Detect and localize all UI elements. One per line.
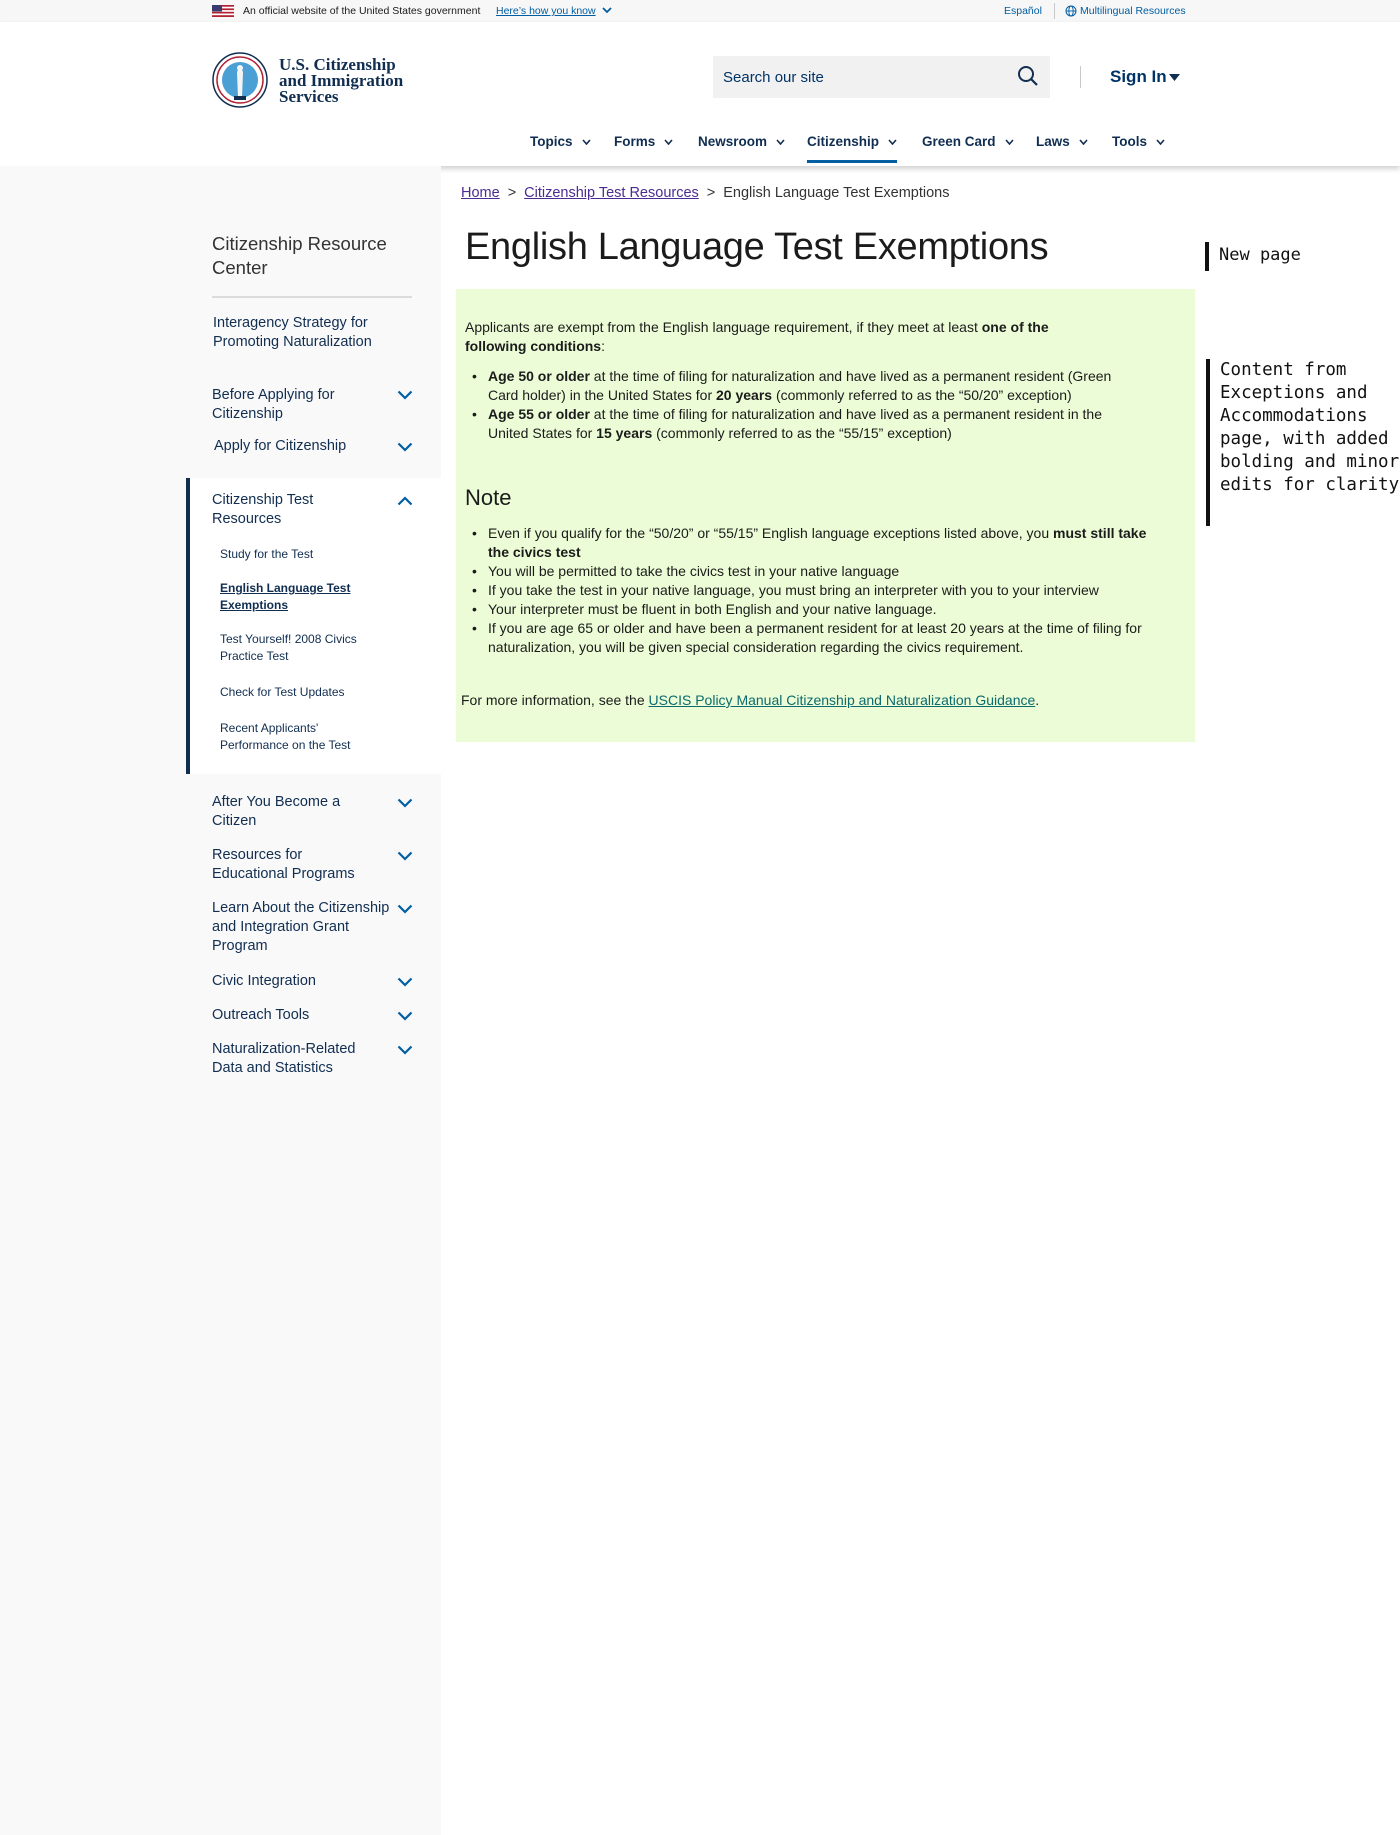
sidebar-item-apply[interactable]: Apply for Citizenship	[214, 438, 347, 454]
chevron-down-icon	[776, 139, 785, 145]
nav-laws[interactable]	[1036, 134, 1088, 170]
chevron-down-icon	[1156, 139, 1165, 145]
chevron-down-icon[interactable]	[397, 1045, 413, 1055]
search-input[interactable]	[713, 56, 1003, 98]
chevron-down-icon[interactable]	[601, 4, 613, 16]
condition-age: Age 55 or older	[488, 406, 590, 422]
sidebar-subitem-test-yourself[interactable]: Test Yourself! 2008 Civics Practice Test	[220, 632, 357, 663]
sidebar-item-educational[interactable]: Resources for Educational Programs	[212, 847, 355, 882]
intro-end: :	[601, 338, 605, 354]
intro-paragraph	[465, 318, 1085, 356]
search-box	[713, 56, 1050, 98]
sidebar-item-before-applying[interactable]: Before Applying for Citizenship	[212, 387, 335, 422]
breadcrumb-current: English Language Test Exemptions	[723, 185, 950, 201]
multilingual-resources-link[interactable]: Multilingual Resources	[1080, 5, 1186, 17]
chevron-down-icon	[888, 139, 897, 145]
sidebar-nav	[0, 166, 441, 1835]
nav-citizenship[interactable]	[807, 134, 897, 163]
nav-green-card[interactable]	[922, 134, 1014, 170]
search-icon	[1017, 65, 1039, 87]
intro-text: Applicants are exempt from the English language requirement, if they meet at least	[465, 319, 982, 335]
breadcrumb-separator: >	[507, 185, 517, 201]
uscis-logo-text[interactable]	[279, 57, 429, 105]
breadcrumb-resources-link[interactable]: Citizenship Test Resources	[524, 185, 699, 201]
globe-icon	[1065, 5, 1077, 17]
chevron-down-icon	[1005, 139, 1014, 145]
condition-age: Age 50 or older	[488, 368, 590, 384]
heres-how-you-know-link[interactable]: Here’s how you know	[496, 5, 596, 17]
list-item: • You will be permitted to take the civics test in your native language	[465, 562, 1165, 581]
nav-label: Green Card	[922, 134, 996, 149]
sidebar-item-after-citizen[interactable]: After You Become a Citizen	[212, 794, 341, 829]
nav-topics[interactable]	[530, 134, 591, 170]
sidebar-item-interagency[interactable]: Interagency Strategy for Promoting Naturalization	[213, 315, 372, 350]
us-flag-icon	[212, 5, 234, 17]
condition-text: (commonly referred to as the “50/20” exception)	[772, 387, 1072, 403]
more-info-text: For more information, see the	[461, 692, 649, 708]
search-button[interactable]	[1015, 64, 1041, 90]
chevron-down-icon[interactable]	[397, 977, 413, 987]
list-item	[465, 367, 1145, 405]
chevron-down-icon[interactable]	[397, 904, 413, 914]
more-info-end: .	[1035, 692, 1040, 708]
uscis-seal-logo[interactable]	[212, 52, 268, 108]
sidebar-subitem-recent-applicants[interactable]: Recent Applicants' Performance on the Test	[220, 721, 351, 752]
sidebar-subitem-english-exemptions[interactable]: English Language Test Exemptions	[220, 581, 351, 612]
policy-manual-link[interactable]: USCIS Policy Manual Citizenship and Naturalization Guidance	[648, 692, 1036, 708]
chevron-down-icon	[1079, 139, 1088, 145]
logo-line: and Immigration	[279, 71, 404, 90]
chevron-down-icon	[664, 139, 673, 145]
notes-list	[465, 524, 1165, 657]
main-nav	[0, 130, 1400, 166]
more-info-paragraph	[461, 691, 1161, 710]
nav-label: Forms	[614, 134, 656, 149]
list-item: • If you take the test in your native language, you must bring an interpreter with you to your interview	[465, 581, 1165, 600]
sidebar-subitem-check-updates[interactable]: Check for Test Updates	[220, 685, 345, 699]
sidebar-divider	[212, 296, 412, 298]
sign-in-button[interactable]: Sign In	[1110, 67, 1167, 86]
list-item: • If you are age 65 or older and have been a permanent resident for at least 20 years at the time of filing for naturalization, you will be given special consideration regarding the civics requirement.	[465, 619, 1165, 657]
note-heading: Note	[465, 485, 512, 510]
nav-label: Laws	[1036, 134, 1070, 149]
sidebar-item-data-stats[interactable]: Naturalization-Related Data and Statistics	[212, 1041, 356, 1076]
annotation-new-page: New page	[1205, 242, 1301, 271]
nav-label: Newsroom	[698, 134, 768, 149]
chevron-down-icon	[582, 139, 591, 145]
chevron-up-icon[interactable]	[397, 496, 413, 506]
condition-text: at the time of filing for naturalization and have lived as a permanent resident in the United States for	[488, 406, 1103, 441]
chevron-down-icon[interactable]	[397, 442, 413, 452]
conditions-list	[465, 367, 1145, 443]
condition-text: (commonly referred to as the “55/15” exception)	[652, 425, 952, 441]
espanol-link[interactable]: Español	[1004, 5, 1042, 17]
nav-tools[interactable]	[1112, 134, 1165, 170]
chevron-down-icon[interactable]	[397, 851, 413, 861]
sidebar-subitem-study[interactable]: Study for the Test	[220, 547, 314, 561]
page-title: English Language Test Exemptions	[465, 226, 1049, 268]
note-text: Even if you qualify for the “50/20” or “55/15” English language exceptions listed above, you	[488, 525, 1054, 541]
breadcrumb-separator: >	[706, 185, 716, 201]
list-item	[465, 524, 1165, 562]
intro-bold: one of the following conditions	[465, 319, 1049, 354]
gov-banner	[0, 0, 1400, 22]
note-bold: must still take the civics test	[488, 525, 1147, 560]
site-header	[0, 22, 1400, 166]
nav-forms[interactable]	[614, 134, 673, 170]
chevron-down-icon[interactable]	[397, 798, 413, 808]
chevron-down-icon[interactable]	[397, 390, 413, 400]
logo-line: Services	[279, 87, 339, 106]
annotation-content-note: Content from Exceptions and Accommodations page, with added bolding and minor edits for clarity	[1206, 359, 1400, 526]
banner-divider	[1054, 3, 1055, 19]
breadcrumb-home-link[interactable]: Home	[461, 185, 500, 201]
nav-label: Tools	[1112, 134, 1147, 149]
breadcrumb	[461, 185, 950, 201]
nav-newsroom[interactable]	[698, 134, 785, 170]
sidebar-item-outreach[interactable]: Outreach Tools	[212, 1007, 310, 1023]
sidebar-item-grant-program[interactable]: Learn About the Citizenship and Integration Grant Program	[212, 900, 390, 954]
logo-line: U.S. Citizenship	[279, 55, 396, 74]
sidebar-item-civic-integration[interactable]: Civic Integration	[212, 973, 316, 989]
sidebar-title: Citizenship Resource Center	[212, 233, 387, 278]
list-item	[465, 405, 1145, 443]
gov-official-text: An official website of the United States government	[243, 5, 481, 17]
sidebar-item-test-resources[interactable]: Citizenship Test Resources	[212, 492, 314, 527]
chevron-down-icon[interactable]	[397, 1011, 413, 1021]
list-item: • Your interpreter must be fluent in both English and your native language.	[465, 600, 1165, 619]
caret-down-icon[interactable]	[1169, 74, 1180, 82]
condition-years: 15 years	[596, 425, 653, 441]
nav-label: Citizenship	[807, 134, 880, 149]
condition-years: 20 years	[716, 387, 773, 403]
header-divider	[1080, 66, 1081, 88]
content-highlight-box	[456, 289, 1195, 742]
nav-label: Topics	[530, 134, 573, 149]
condition-text: at the time of filing for naturalization and have lived as a permanent resident (Green Card holder) in the United States for	[488, 368, 1112, 403]
